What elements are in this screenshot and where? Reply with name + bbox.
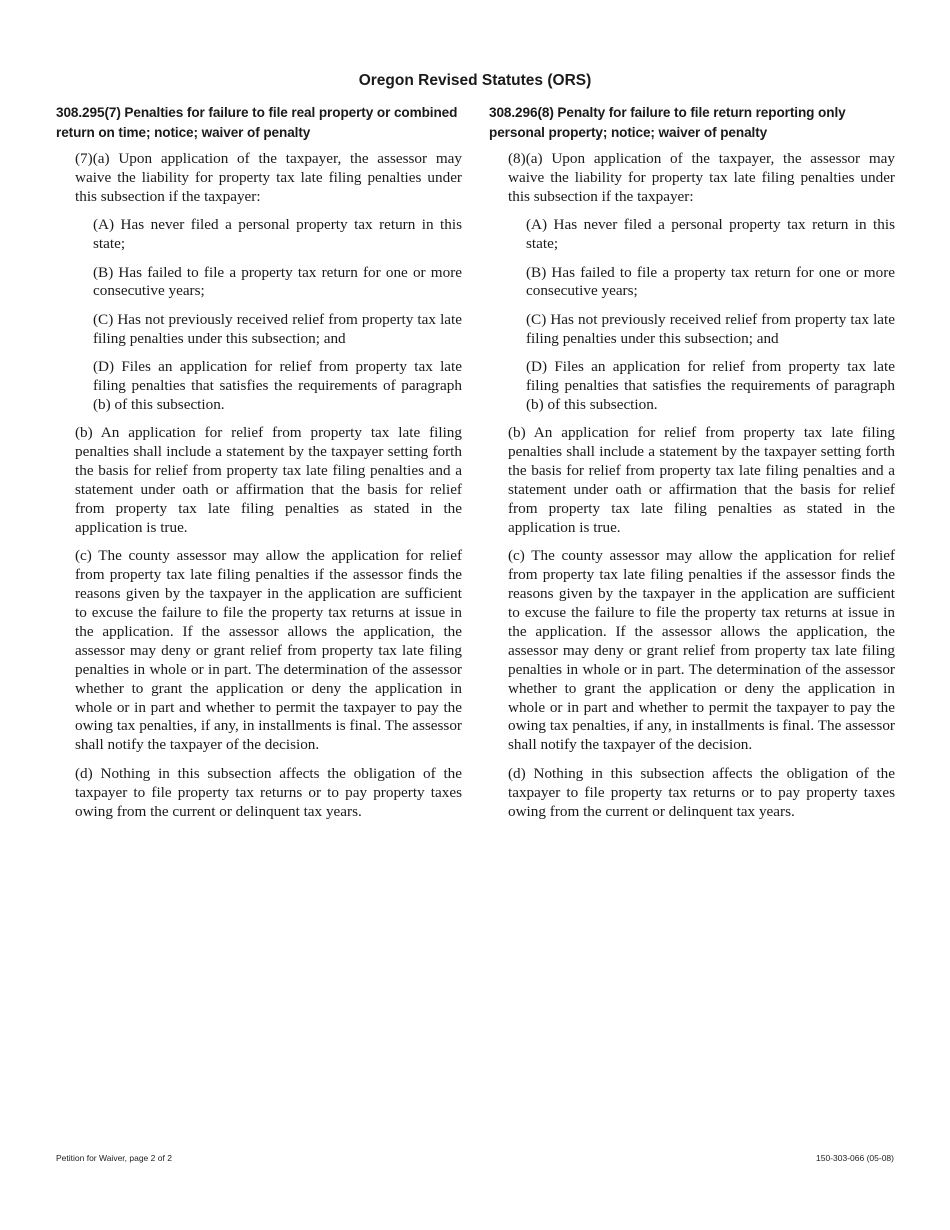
paragraph-8a-C: (C) Has not previously received relief from property tax late filing penalties under this subsection; and [526,310,895,347]
paragraph-7d: (d) Nothing in this subsection affects the obligation of the taxpayer to file property tax returns or to pay property taxes owing from the current or delinquent tax years. [75,764,462,820]
paragraph-7a-C: (C) Has not previously received relief from property tax late filing penalties under this subsection; and [93,310,462,347]
paragraph-7a: (7)(a) Upon application of the taxpayer, the assessor may waive the liability for property tax late filing penalties under this subsection if the taxpayer: [75,150,462,205]
paragraph-8a-A: (A) Has never filed a personal property tax return in this state; [526,216,895,253]
paragraph-7b: (b) An application for relief from property tax late filing penalties shall include a statement by the taxpayer setting forth the basis for relief from property tax late filing penalties and a statement under oath or affirmation that the basis for relief from property tax late filing penalties as stated in the application is true. [75,424,462,536]
section-heading-308-296: 308.296(8) Penalty for failure to file return reporting only personal property; notice; waiver of penalty [489,105,846,140]
paragraph-8c: (c) The county assessor may allow the application for relief from property tax late filing penalties if the assessor finds the reasons given by the taxpayer in the application are sufficient to excuse the failure to file the property tax returns at issue in the application. If the assessor allows the application, the assessor may deny or grant relief from property tax late filing penalties in whole or in part. The determination of the assessor whether to grant the application or deny the application in whole or in part and whether to permit the taxpayer to pay the owing tax penalties, if any, in installments is final. The assessor shall notify the taxpayer of the decision. [508,547,895,754]
paragraph-8a-D: (D) Files an application for relief from property tax late filing penalties that satisfies the requirements of paragraph (b) of this subsection. [526,358,895,413]
footer-page-label: Petition for Waiver, page 2 of 2 [56,1153,172,1163]
paragraph-8a: (8)(a) Upon application of the taxpayer, the assessor may waive the liability for property tax late filing penalties under this subsection if the taxpayer: [508,150,895,205]
left-column [56,103,462,831]
right-column [489,103,895,831]
paragraph-7a-A: (A) Has never filed a personal property tax return in this state; [93,216,462,253]
paragraph-7a-B: (B) Has failed to file a property tax return for one or more consecutive years; [93,263,462,300]
paragraph-7a-D: (D) Files an application for relief from property tax late filing penalties that satisfies the requirements of paragraph (b) of this subsection. [93,358,462,413]
section-heading-308-295: 308.295(7) Penalties for failure to file real property or combined return on time; notice; waiver of penalty [56,105,458,140]
page-title: Oregon Revised Statutes (ORS) [358,72,592,89]
paragraph-8b: (b) An application for relief from property tax late filing penalties shall include a statement by the taxpayer setting forth the basis for relief from property tax late filing penalties and a statement under oath or affirmation that the basis for relief from property tax late filing penalties as stated in the application is true. [508,424,895,536]
paragraph-8d: (d) Nothing in this subsection affects the obligation of the taxpayer to file property tax returns or to pay property taxes owing from the current or delinquent tax years. [508,764,895,820]
footer-form-number: 150-303-066 (05-08) [816,1153,894,1163]
paragraph-7c: (c) The county assessor may allow the application for relief from property tax late filing penalties if the assessor finds the reasons given by the taxpayer in the application are sufficient to excuse the failure to file the property tax returns at issue in the application. If the assessor allows the application, the assessor may deny or grant relief from property tax late filing penalties in whole or in part. The determination of the assessor whether to grant the application or deny the application in whole or in part and whether to permit the taxpayer to pay the owing tax penalties, if any, in installments is final. The assessor shall notify the taxpayer of the decision. [75,547,462,754]
paragraph-8a-B: (B) Has failed to file a property tax return for one or more consecutive years; [526,263,895,300]
